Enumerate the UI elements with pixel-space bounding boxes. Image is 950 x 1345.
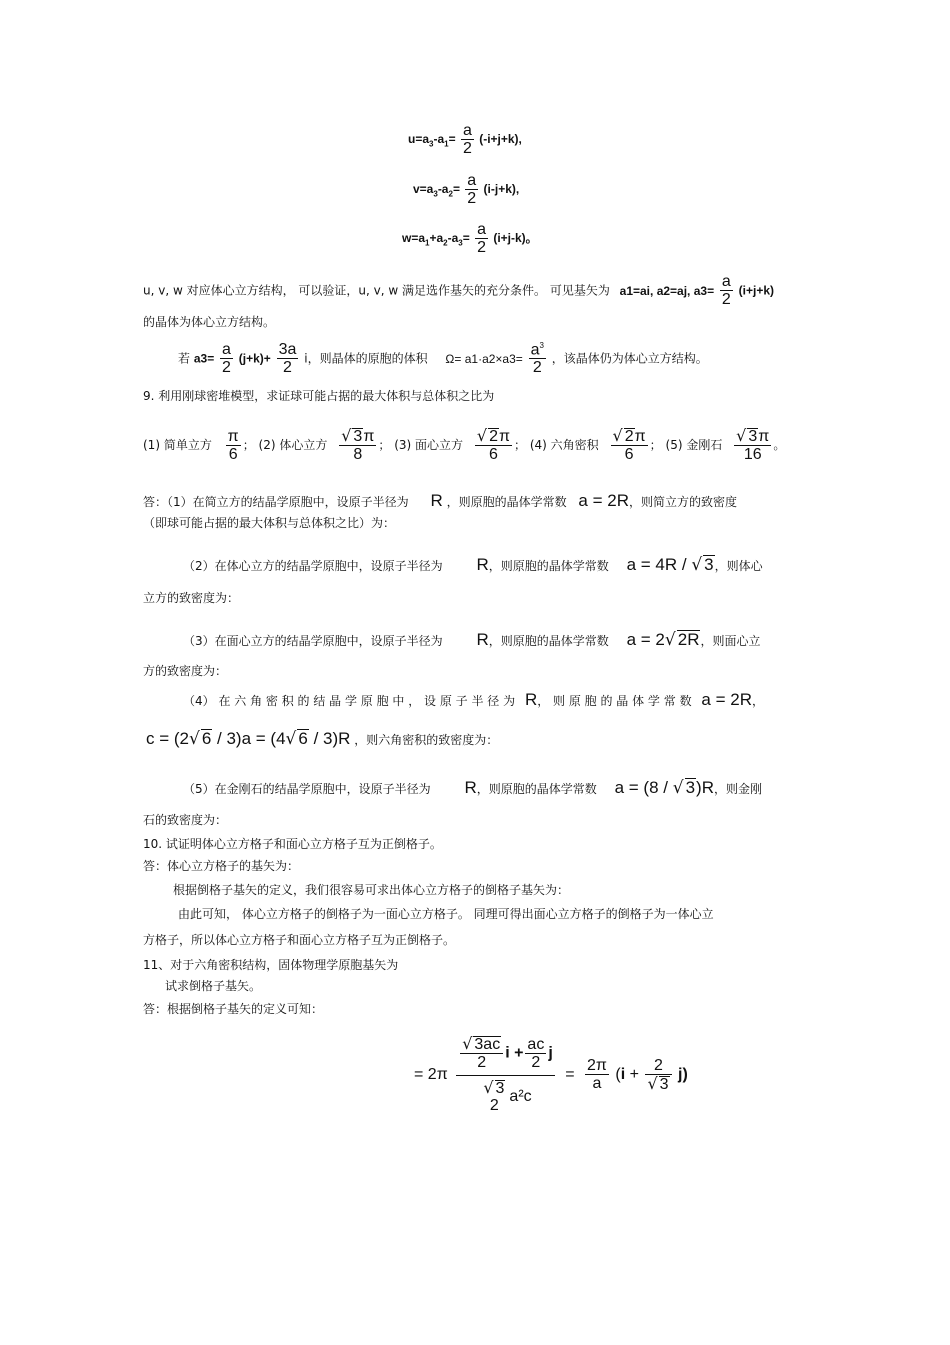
frac-a-2: $\frac{a}{2}$ xyxy=(462,122,472,157)
q10-line3: 由此可知， 体心立方格子的倒格子为一面心立方格子。 同理可得出面心立方格子的倒格子为一体心立 xyxy=(178,907,714,921)
eq-u: $u=a_3-a_1=$ $\frac{a}{2}$ (-i+j+k), xyxy=(408,122,522,157)
q11-line2: 试求倒格子基矢。 xyxy=(165,979,262,993)
frac-a-2: $\frac{a}{2}$ xyxy=(721,273,731,308)
eq-v: $v=a_3-a_2=$ $\frac{a}{2}$ (i-j+k), xyxy=(413,172,520,207)
eq-w: $w=a_1+a_2-a_3=$ $\frac{a}{2}$ (i+j-k)。 xyxy=(402,221,538,256)
para-uvw-2: 的晶体为体心立方结构。 xyxy=(143,315,276,329)
frac-a-2: $\frac{a}{2}$ xyxy=(467,172,477,207)
eq-u-lhs: $u=a_3-a_1=$ xyxy=(408,132,456,149)
question-10: 10. 试证明体心立方格子和面心立方格子互为正倒格子。 xyxy=(143,837,442,851)
big-fraction: $\frac{√ 3ac}{2}$ i + $\frac{ac}{2}$ j √ 3 2 a²c xyxy=(456,1036,555,1114)
answer-4-c: c = (2√ 6 / 3)a = (4√ 6 / 3)R ，则六角密积的致密度为： xyxy=(146,729,499,749)
frac-a-2: $\frac{a}{2}$ xyxy=(477,221,486,256)
q9-fractions: (1) 简单立方 $\frac{\pi}{6}$ ； (2) 体心立方 $\frac{√ 3\pi}{8}$ ； (3) 面心立方 $\frac{√ 2\pi}{6}$ ； (4) 六角密积 $\frac{√ 2\pi}{6}$ ； (5) 金刚石 $\frac{√ 3\pi}{16}$ 。 xyxy=(143,426,786,463)
answer-4: （4） 在 六 角 密 积 的 结 晶 学 原 胞 中 ， 设 原 子 半 径 为 R， 则 原 胞 的 晶 体 学 常 数 a = 2R， xyxy=(183,690,764,709)
answer-5-cont: 石的致密度为： xyxy=(143,813,228,827)
reciprocal-formula: = 2π $\frac{√ 3ac}{2}$ i + $\frac{ac}{2}$ j √ 3 2 a²c = $\frac{2\pi}{a}$ (i + $\frac{2}{√ 3}$ j) xyxy=(414,1034,688,1114)
answer-1-cont: （即球可能占据的最大体积与总体积之比）为： xyxy=(143,516,396,530)
para-uvw: u, v, w 对应体心立方结构， 可以验证，u, v, w 满足选作基矢的充分条件。 可见基矢为 a1=ai, a2=aj, a3= $\frac{a}{2}$ (i+j+k) xyxy=(143,273,774,308)
question-9: 9. 利用刚球密堆模型，求证球可能占据的最大体积与总体积之比为 xyxy=(143,389,495,403)
question-11: 11、对于六角密积结构，固体物理学原胞基矢为 xyxy=(143,958,399,972)
q11-answer: 答：根据倒格子基矢的定义可知： xyxy=(143,1002,324,1016)
answer-2-cont: 立方的致密度为： xyxy=(143,591,240,605)
q10-line2: 根据倒格子基矢的定义，我们很容易可求出体心立方格子的倒格子基矢为： xyxy=(173,883,570,897)
para-if: 若 a3= $\frac{a}{2}$ (j+k)+ $\frac{3a}{2}$ i，则晶体的原胞的体积 Ω= a1·a2×a3= $\frac{a^3}{2}$ ，该晶体仍为体心立方结构。 xyxy=(178,341,708,377)
q10-answer: 答：体心立方格子的基矢为： xyxy=(143,859,300,873)
answer-2: （2）在体心立方的结晶学原胞中，设原子半径为 R，则原胞的晶体学常数 a = 4R / √ 3，则体心 xyxy=(183,555,763,575)
q10-line4: 方格子，所以体心立方格子和面心立方格子互为正倒格子。 xyxy=(143,933,456,947)
answer-3-cont: 方的致密度为： xyxy=(143,664,228,678)
answer-5: （5）在金刚石的结晶学原胞中，设原子半径为 R，则原胞的晶体学常数 a = (8 / √ 3)R，则金刚 xyxy=(183,778,762,798)
answer-3: （3）在面心立方的结晶学原胞中，设原子半径为 R，则原胞的晶体学常数 a = 2√ 2R，则面心立 xyxy=(183,630,761,650)
answer-1: 答：（1）在简立方的结晶学原胞中，设原子半径为 R ，则原胞的晶体学常数 a = 2R，则简立方的致密度 xyxy=(143,491,737,510)
